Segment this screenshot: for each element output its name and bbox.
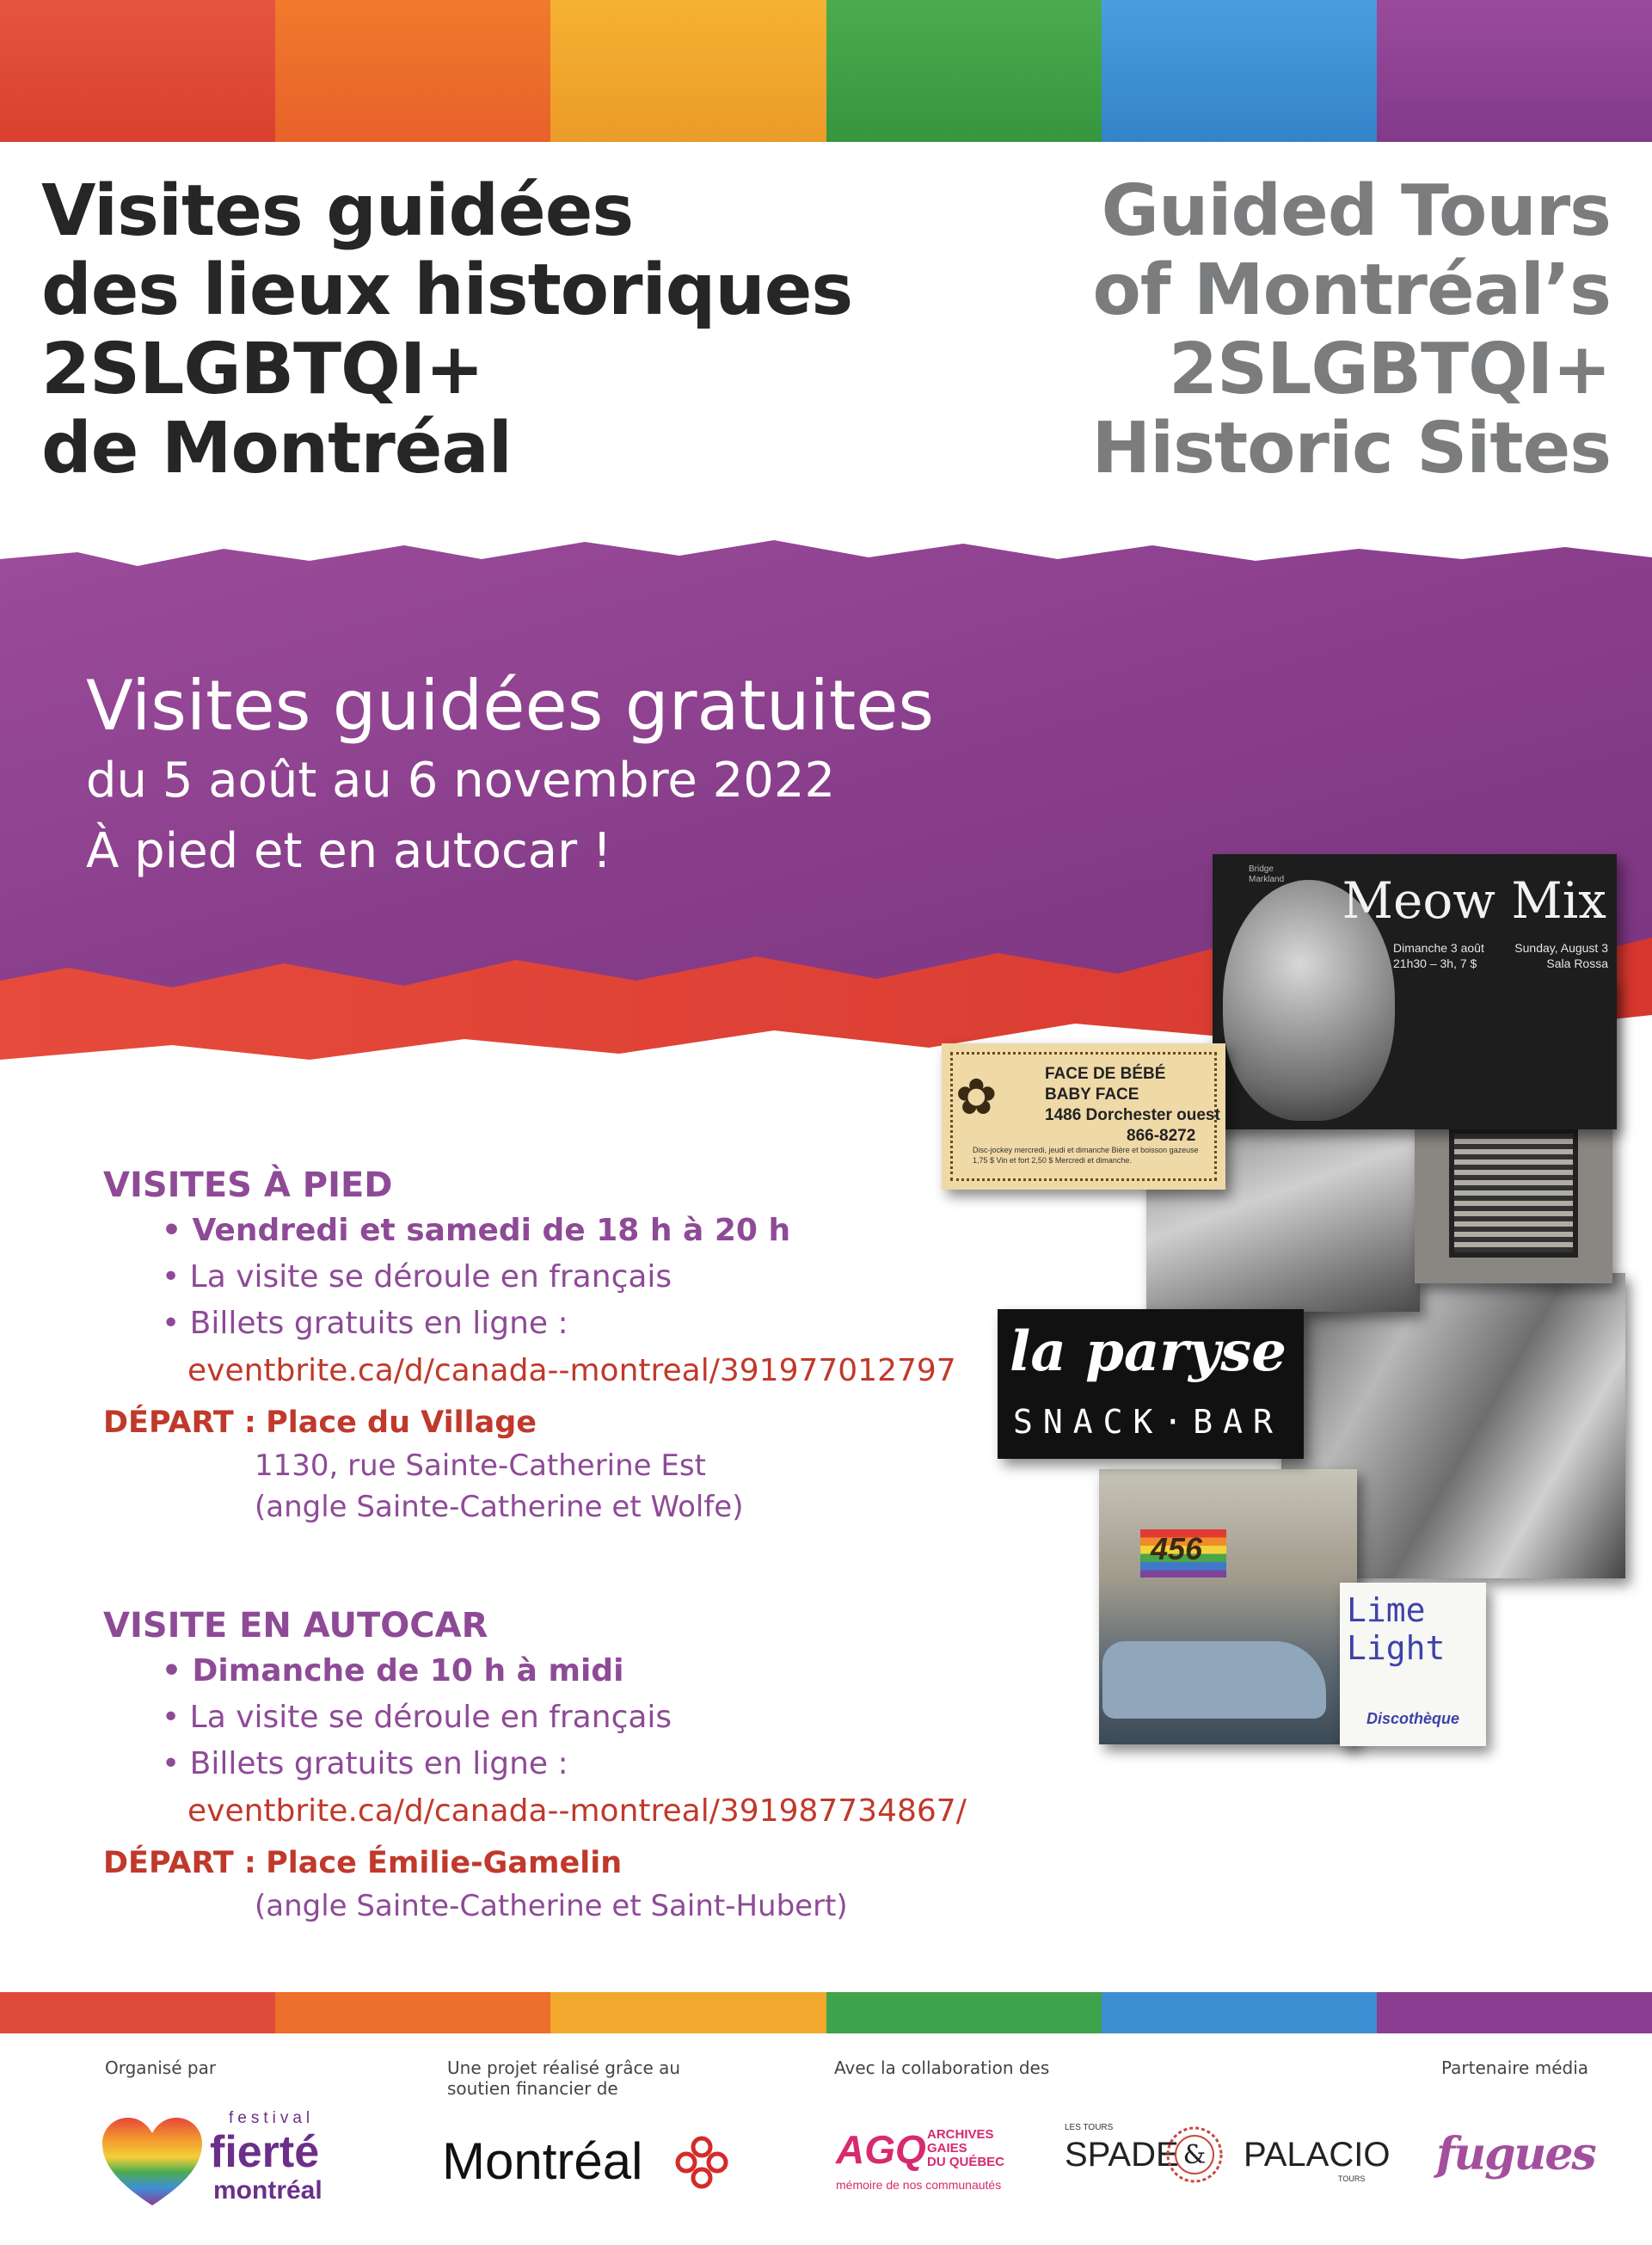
- rainbow-bar-bottom: [0, 1992, 1652, 2033]
- bus-depart: [103, 1841, 967, 1885]
- meow-left: Dimanche 3 août 21h30 – 3h, 7 $: [1393, 941, 1484, 970]
- walking-address-2: (angle Sainte-Catherine et Wolfe): [255, 1490, 744, 1524]
- baby-line: FACE DE BÉBÉ: [1045, 1065, 1166, 1083]
- walking-tours-section: [103, 1163, 956, 1528]
- convertible-car: [1102, 1641, 1326, 1719]
- spade-word: SPADE: [1065, 2136, 1179, 2174]
- title-fr-line: de Montréal: [41, 408, 512, 489]
- fierte-word: fierté: [210, 2127, 320, 2177]
- baby-face-icon: ✿: [955, 1069, 998, 1125]
- rainbow-red: [0, 1992, 275, 2033]
- agq-words: ARCHIVES GAIES DU QUÉBEC: [927, 2127, 1005, 2169]
- bus-tickets: • Billets gratuits en ligne :: [162, 1746, 568, 1781]
- fierte-festival: festival: [229, 2109, 315, 2127]
- limelight-sub: Discothèque: [1366, 1710, 1460, 1727]
- rainbow-orange: [275, 1992, 550, 2033]
- title-fr-line: Visites guidées: [41, 170, 634, 252]
- caption-funding: Une projet réalisé grâce au soutien financier de: [447, 2057, 681, 2099]
- rainbow-blue: [1102, 1992, 1377, 2033]
- caption-media: Partenaire média: [1441, 2057, 1589, 2078]
- title-french: [41, 172, 987, 489]
- headline-main: Visites guidées gratuites: [86, 666, 935, 746]
- montreal-rose-icon: [674, 2135, 729, 2190]
- depart-label: DÉPART :: [103, 1405, 256, 1440]
- palacio-word: PALACIO: [1244, 2136, 1391, 2174]
- rainbow-bar-top: [0, 0, 1652, 142]
- ampersand-circle-icon: [1164, 2125, 1225, 2185]
- spade-palacio-logo[interactable]: [1063, 2123, 1391, 2192]
- walking-depart: [103, 1400, 956, 1445]
- rainbow-red: [0, 0, 275, 142]
- walking-address-1: 1130, rue Sainte-Catherine Est: [255, 1448, 706, 1483]
- rainbow-green: [826, 1992, 1102, 2033]
- agq-mark: AGQ: [836, 2127, 926, 2172]
- baby-face-text: [1045, 1064, 1220, 1147]
- paryse-snackbar: SNACK·BAR: [1013, 1403, 1283, 1441]
- rainbow-purple: [1377, 1992, 1652, 2033]
- rainbow-heart-icon: [100, 2116, 205, 2211]
- caption-collab: Avec la collaboration des: [834, 2057, 1050, 2078]
- title-fr-line: 2SLGBTQI+: [41, 329, 484, 410]
- rainbow-yellow: [550, 1992, 826, 2033]
- walking-tickets: • Billets gratuits en ligne :: [162, 1306, 568, 1341]
- bus-schedule: • Dimanche de 10 h à midi: [162, 1653, 624, 1688]
- rainbow-green: [826, 0, 1102, 142]
- bus-language: • La visite se déroule en français: [162, 1700, 672, 1735]
- rainbow-blue: [1102, 0, 1377, 142]
- meow-details: [1393, 940, 1608, 971]
- la-paryse-sign: [998, 1309, 1304, 1459]
- bus-address-1: (angle Sainte-Catherine et Saint-Hubert): [255, 1889, 848, 1923]
- title-en-line: Guided Tours: [1101, 170, 1611, 252]
- limelight-name: Lime Light: [1347, 1591, 1446, 1667]
- walking-ticket-link[interactable]: eventbrite.ca/d/canada--montreal/391977012797: [187, 1353, 956, 1388]
- depart-place: Place du Village: [266, 1405, 537, 1440]
- parade-photo: [1099, 1469, 1357, 1744]
- title-en-line: 2SLGBTQI+: [1168, 329, 1611, 410]
- fugues-logo[interactable]: fugues: [1436, 2128, 1595, 2180]
- title-fr-line: des lieux historiques: [41, 249, 853, 331]
- walking-title: VISITES À PIED: [103, 1166, 393, 1205]
- bus-ticket-link[interactable]: eventbrite.ca/d/canada--montreal/391987734867/: [187, 1793, 967, 1829]
- ville-montreal-logo[interactable]: [442, 2131, 752, 2192]
- depart-label: DÉPART :: [103, 1846, 256, 1880]
- meow-credit: Bridge Markland: [1249, 864, 1285, 884]
- agq-tagline: mémoire de nos communautés: [836, 2178, 1002, 2192]
- baby-line: BABY FACE: [1045, 1086, 1139, 1104]
- rainbow-orange: [275, 0, 550, 142]
- walking-schedule: • Vendredi et samedi de 18 h à 20 h: [162, 1213, 791, 1248]
- baby-face-ad: [942, 1043, 1225, 1190]
- title-en-line: of Montréal’s: [1092, 249, 1611, 331]
- title-english: [957, 172, 1611, 489]
- meow-title: Meow Mix: [1342, 871, 1606, 930]
- baby-line: 866-8272: [1127, 1127, 1196, 1145]
- walking-language: • La visite se déroule en français: [162, 1259, 672, 1295]
- fierte-montreal-logo[interactable]: [100, 2109, 358, 2221]
- depart-place: Place Émilie-Gamelin: [266, 1846, 623, 1880]
- spade-les-tours: LES TOURS: [1065, 2123, 1114, 2132]
- baby-line: 1486 Dorchester ouest: [1045, 1106, 1220, 1124]
- bus-tour-section: [103, 1603, 967, 1927]
- fierte-montreal: montréal: [213, 2176, 322, 2205]
- truck-grille: [1449, 1129, 1578, 1258]
- svg-text:&: &: [1182, 2140, 1207, 2170]
- caption-organised: Organisé par: [105, 2057, 217, 2078]
- archives-gaies-logo[interactable]: [831, 2125, 1037, 2202]
- rainbow-purple: [1377, 0, 1652, 142]
- limelight-logo: [1340, 1583, 1486, 1746]
- headline-dates: du 5 août au 6 novembre 2022: [86, 753, 836, 809]
- meow-right: Sunday, August 3 Sala Rossa: [1514, 941, 1608, 970]
- headline: [86, 667, 934, 887]
- title-en-line: Historic Sites: [1091, 408, 1611, 489]
- baby-small-print: Disc-jockey mercredi, jeudi et dimanche Bière et boisson gazeuse 1,75 $ Vin et fort 2,50 $ Mercredi et dimanche.: [973, 1146, 1199, 1165]
- meow-mix-flyer: [1213, 854, 1617, 1129]
- headline-mode: À pied et en autocar !: [86, 823, 612, 879]
- bus-title: VISITE EN AUTOCAR: [103, 1606, 488, 1645]
- palacio-tours: TOURS: [1338, 2174, 1366, 2183]
- parade-number: 456: [1151, 1531, 1203, 1566]
- montreal-wordmark: Montréal: [442, 2132, 643, 2190]
- paryse-name: la paryse: [1010, 1319, 1287, 1384]
- rainbow-yellow: [550, 0, 826, 142]
